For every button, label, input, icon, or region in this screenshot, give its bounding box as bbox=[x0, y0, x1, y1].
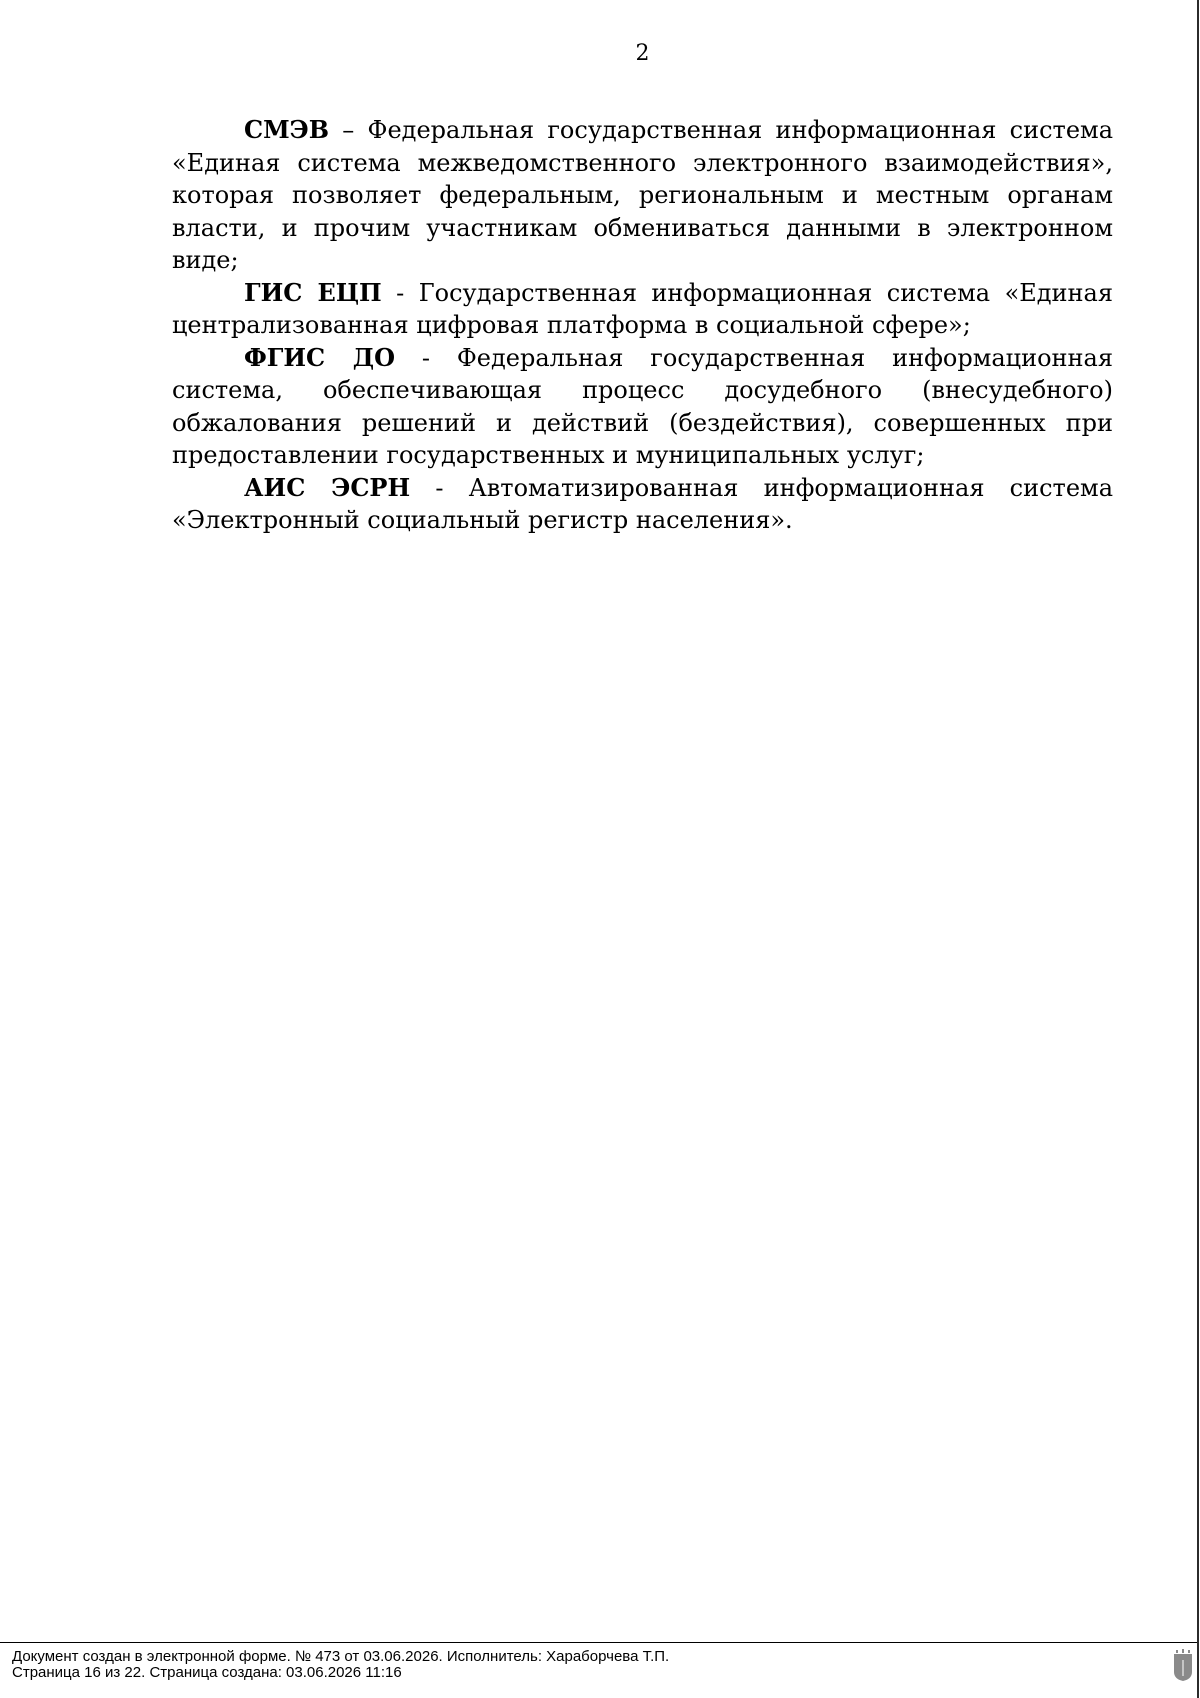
page-number: 2 bbox=[635, 41, 650, 66]
document-body bbox=[172, 114, 1113, 537]
definition-term: СМЭВ bbox=[244, 115, 330, 144]
footer-page-info: Страница 16 из 22. Страница создана: 03.06.2026 11:16 bbox=[12, 1663, 402, 1681]
page-edge bbox=[1197, 0, 1199, 1698]
coat-of-arms-icon bbox=[1172, 1648, 1194, 1682]
definition-paragraph-fgis-do bbox=[172, 342, 1113, 472]
definition-text: – Федеральная государственная информационная система «Единая система межведомственного электронного взаимодействия», которая позволяет федеральным, региональным и местным органам власти, и прочим участникам обмениваться данными в электронном виде; bbox=[172, 116, 1113, 274]
definition-term: ГИС ЕЦП bbox=[244, 277, 382, 307]
definition-paragraph-gis-ecp bbox=[172, 277, 1113, 342]
definition-text: - Автоматизированная информационная система «Электронный социальный регистр населения». bbox=[172, 473, 1113, 534]
footer-document-info: Документ создан в электронной форме. № 473 от 03.06.2026. Исполнитель: Хараборчева Т.П. bbox=[12, 1648, 670, 1665]
emblem-crown-right bbox=[1188, 1650, 1190, 1653]
emblem-crown-left bbox=[1176, 1650, 1178, 1653]
definition-paragraph-smev bbox=[172, 114, 1113, 277]
definition-text: - Государственная информационная система «Единая централизованная цифровая платформа в социальной сфере»; bbox=[172, 278, 1113, 339]
footer-divider bbox=[0, 1642, 1197, 1643]
definition-paragraph-ais-esrn bbox=[172, 472, 1113, 537]
definition-term: ФГИС ДО bbox=[244, 342, 395, 372]
footer bbox=[12, 1649, 669, 1680]
definition-text: - Федеральная государственная информационная система, обеспечивающая процесс досудебного (внесудебного) обжалования решений и действий (бездействия), совершенных при предоставлении государственных и муниципальных услуг; bbox=[172, 343, 1113, 469]
emblem-crown-center bbox=[1182, 1649, 1184, 1653]
definition-term: АИС ЭСРН bbox=[244, 472, 411, 502]
